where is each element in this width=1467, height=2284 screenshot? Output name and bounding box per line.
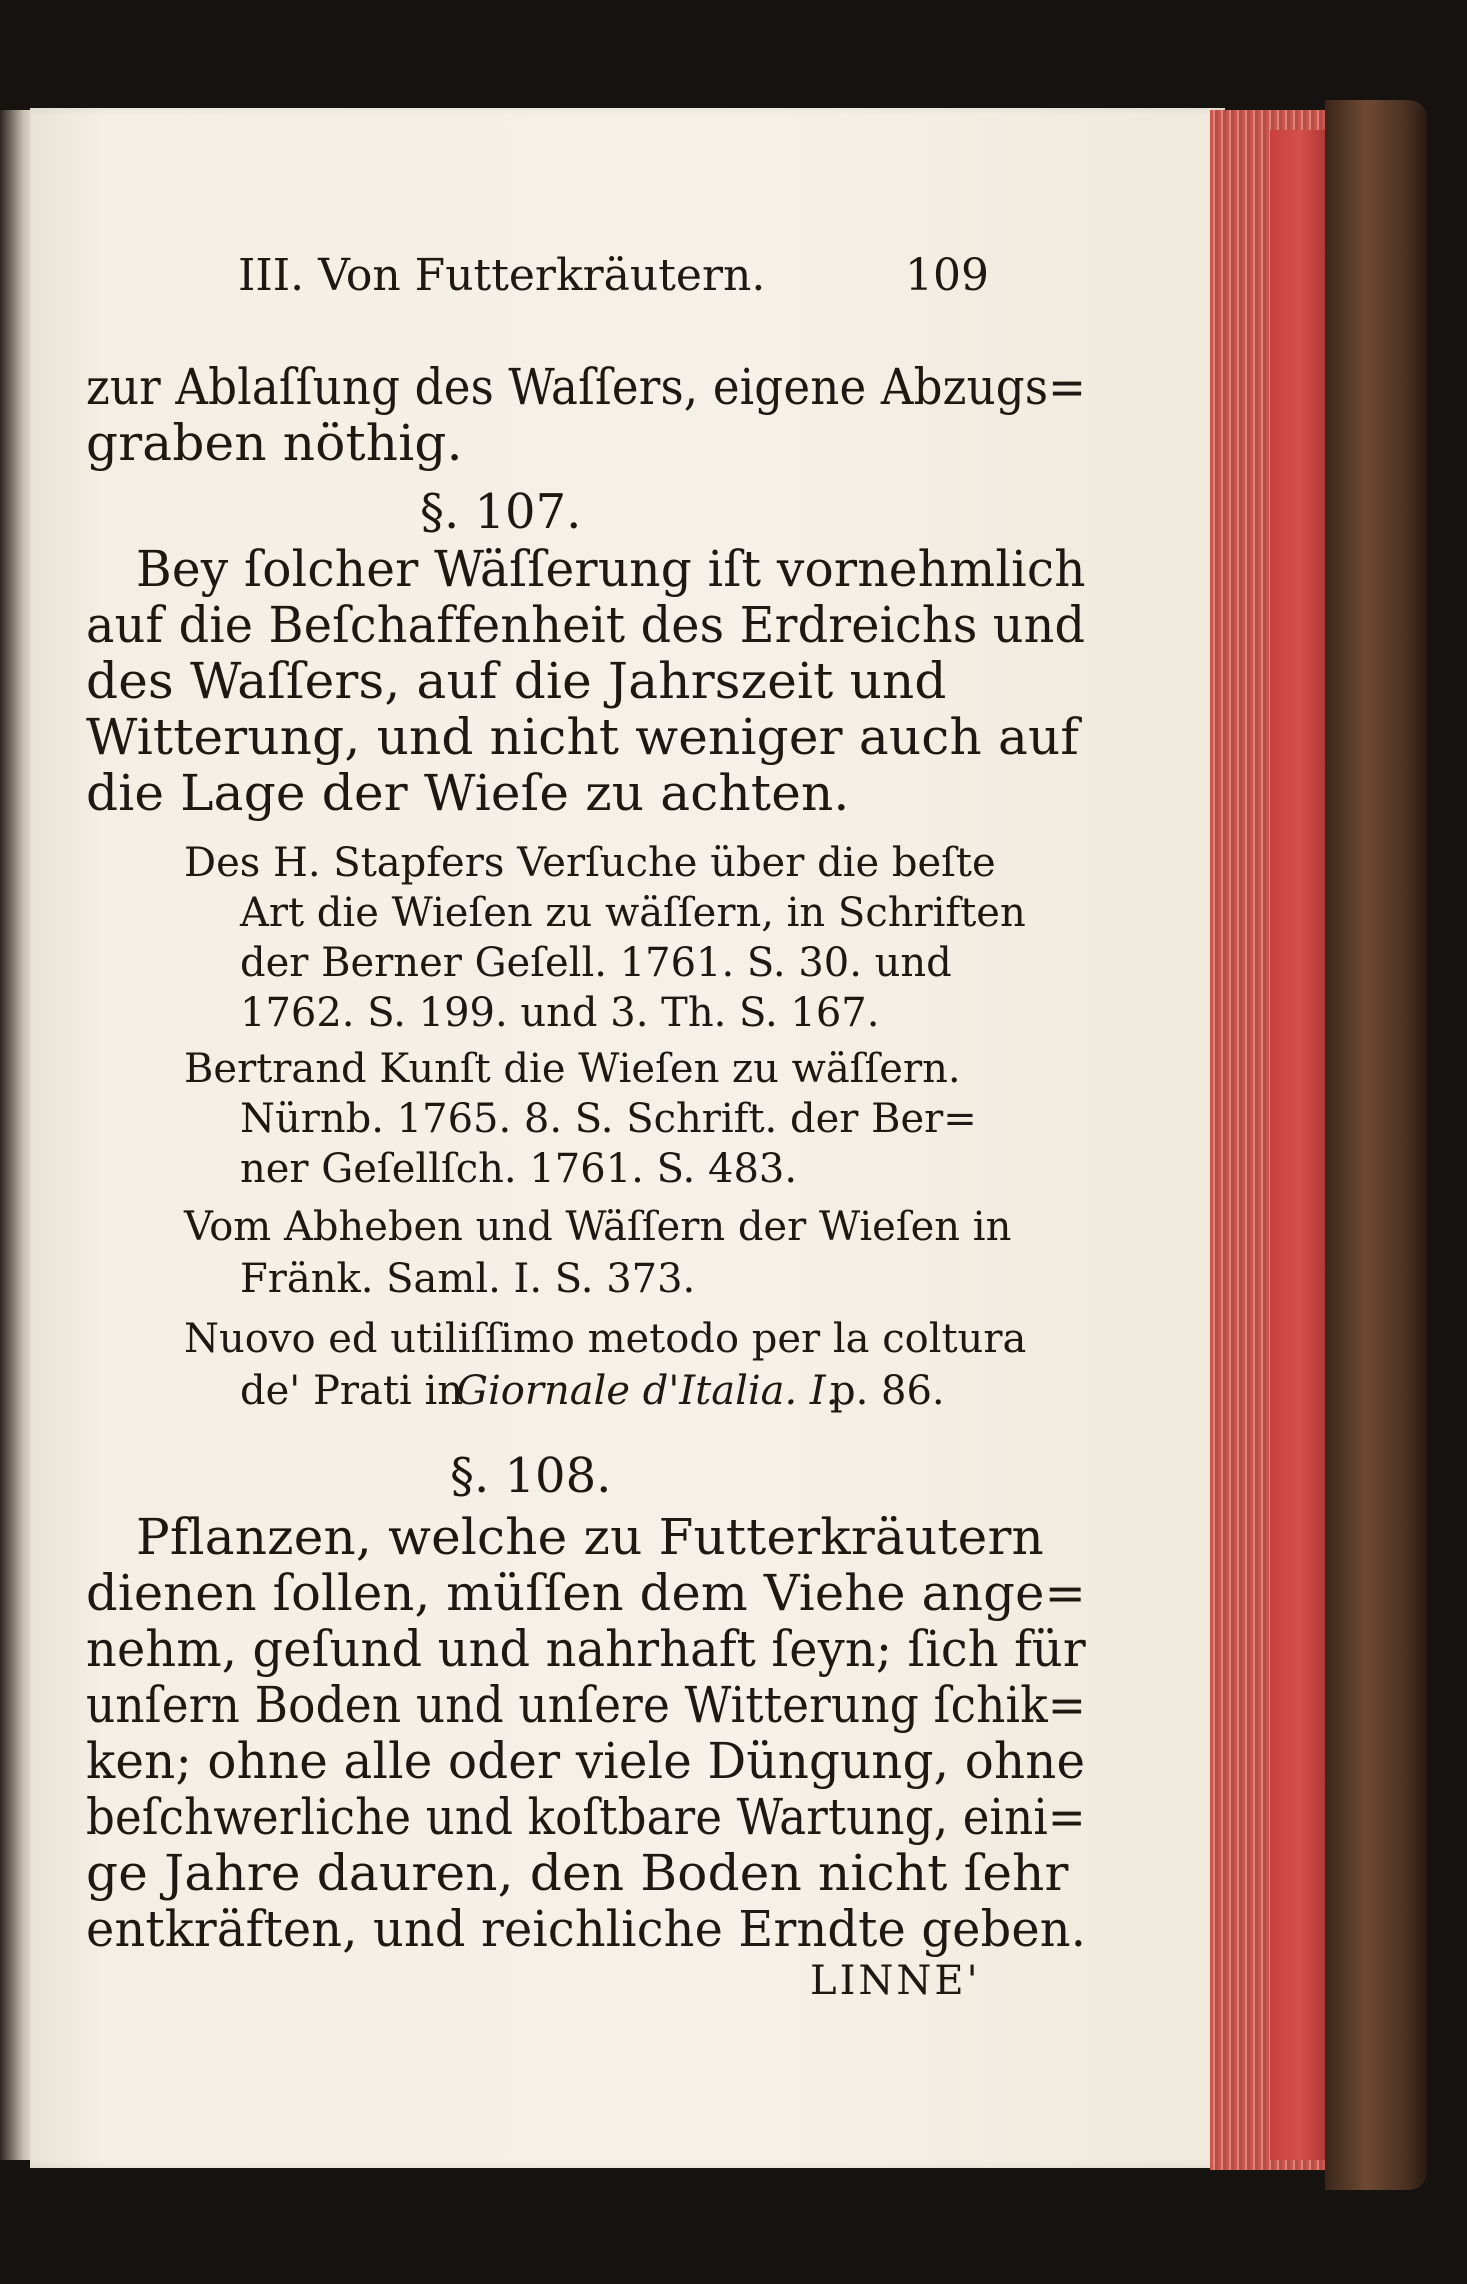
reference-line: Fränk. Saml. I. S. 373.	[240, 1256, 696, 1302]
catchword: LINNE'	[810, 1958, 981, 2004]
reference-line: 1762. S. 199. und 3. Th. S. 167.	[240, 990, 880, 1036]
text-line: Bey ſolcher Wäſſerung iſt vornehmlich	[136, 540, 1086, 598]
reference-line: Nürnb. 1765. 8. S. Schrift. der Ber=	[240, 1096, 977, 1142]
section-heading: §. 108.	[450, 1448, 612, 1504]
text-line: beſchwerliche und koſtbare Wartung, eini=	[86, 1788, 1086, 1846]
text-line: ge Jahre dauren, den Boden nicht ſehr	[86, 1844, 1069, 1902]
reference-line: Nuovo ed utiliſſimo metodo per la coltura	[184, 1316, 1027, 1362]
text-line: graben nöthig.	[86, 414, 463, 472]
running-title: III. Von Futterkräutern.	[238, 250, 766, 301]
section-heading: §. 107.	[420, 484, 582, 540]
text-line: Witterung, und nicht weniger auch auf	[86, 708, 1080, 766]
reference-line: Art die Wieſen zu wäſſern, in Schriften	[240, 890, 1026, 936]
text-line: Pflanzen, welche zu Futterkräutern	[136, 1508, 1044, 1566]
text-line: dienen ſollen, müſſen dem Viehe ange=	[86, 1564, 1087, 1622]
text-line: unſern Boden und unſere Witterung ſchik=	[86, 1676, 1087, 1734]
reference-line: Vom Abheben und Wäſſern der Wieſen in	[184, 1204, 1012, 1250]
text-line: zur Ablaſſung des Waſſers, eigene Abzugs=	[86, 358, 1087, 416]
page-number: 109	[905, 250, 989, 301]
reference-journal-title: Giornale d'Italia. I.	[456, 1368, 839, 1414]
reference-line: Des H. Stapfers Verſuche über die beſte	[184, 840, 996, 886]
text-line: nehm, geſund und nahrhaft ſeyn; ſich für	[86, 1620, 1086, 1678]
reference-line: Bertrand Kunſt die Wieſen zu wäſſern.	[184, 1046, 961, 1092]
text-line: die Lage der Wieſe zu achten.	[86, 764, 850, 822]
text-line: ken; ohne alle oder viele Düngung, ohne	[86, 1732, 1086, 1790]
reference-line: p. 86.	[830, 1368, 945, 1414]
reference-line: de' Prati in	[240, 1368, 464, 1414]
reference-line: der Berner Geſell. 1761. S. 30. und	[240, 940, 952, 986]
text-line: auf die Beſchaffenheit des Erdreichs und	[86, 596, 1086, 654]
text-line: entkräften, und reichliche Erndte geben.	[86, 1900, 1087, 1958]
text-line: des Waſſers, auf die Jahrszeit und	[86, 652, 947, 710]
reference-line: ner Geſellſch. 1761. S. 483.	[240, 1146, 798, 1192]
